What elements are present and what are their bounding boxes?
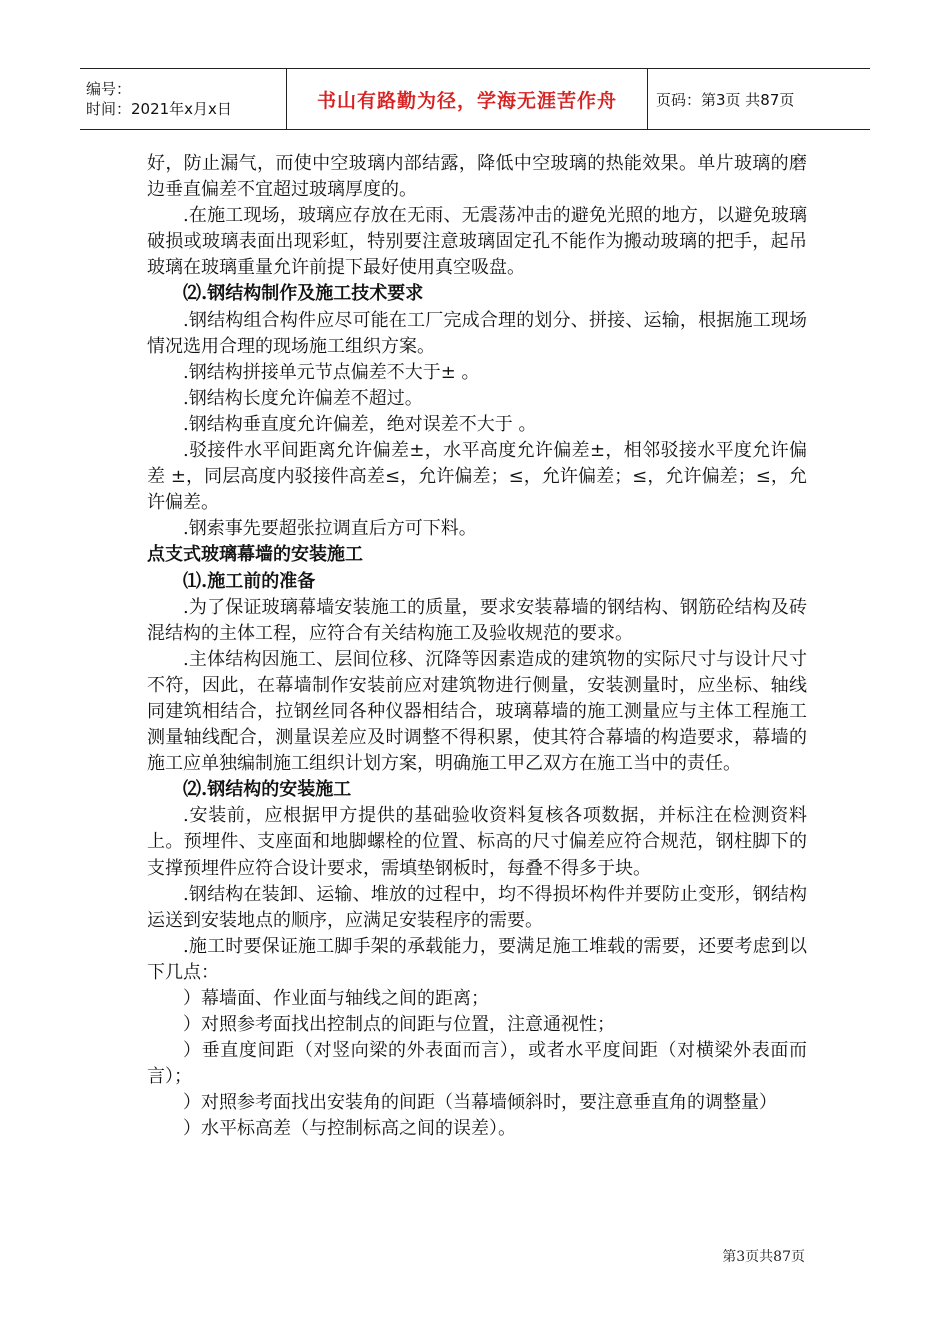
body-paragraph: .钢结构拼接单元节点偏差不大于± 。 [183,361,480,383]
body-paragraph: ）对照参考面找出控制点的间距与位置，注意通视性； [183,1014,615,1036]
body-paragraph: .主体结构因施工、层间位移、沉降等因素造成的建筑物的实际尺寸与设计尺寸不符，因此，在幕墙制作安装前应对建筑物进行侧量，安装测量时，应坐标、轴线同建筑相结合，拉钢丝同各种仪器相结合，玻璃幕墙的施工测量应与主体工程施工测量轴线配合，测量误差应及时调整不得积累，使其符合幕墙的构造要求，幕墙的施工应单独编制施工组织计划方案，明确施工甲乙双方在施工当中的责任。 [147,648,807,775]
section-heading: 点支式玻璃幕墙的安装施工 [147,544,363,566]
body-paragraph: .钢结构垂直度允许偏差，绝对误差不大于 。 [183,413,537,435]
subsection-heading: ⑵.钢结构的安装施工 [183,779,352,801]
body-paragraph: .为了保证玻璃幕墙安装施工的质量，要求安装幕墙的钢结构、钢筋砼结构及砖混结构的主体工程，应符合有关结构施工及验收规范的要求。 [147,596,807,644]
body-paragraph: 好，防止漏气，而使中空玻璃内部结露，降低中空玻璃的热能效果。单片玻璃的磨边垂直偏差不宜超过玻璃厚度的。 [147,153,807,201]
body-paragraph: .钢结构在装卸、运输、堆放的过程中，均不得损坏构件并要防止变形，钢结构运送到安装地点的顺序，应满足安装程序的需要。 [147,883,807,931]
page-header [80,68,870,130]
document-body [147,151,807,1143]
body-paragraph: .在施工现场，玻璃应存放在无雨、无震荡冲击的避免光照的地方，以避免玻璃破损或玻璃表面出现彩虹，特别要注意玻璃固定孔不能作为搬动玻璃的把手，起吊玻璃在玻璃重量允许前提下最好使用真空吸盘。 [147,205,807,279]
body-paragraph: .钢结构长度允许偏差不超过。 [183,387,423,409]
body-paragraph: .驳接件水平间距离允许偏差±，水平高度允许偏差±，相邻驳接水平度允许偏差 ±，同层高度内驳接件高差≤，允许偏差；≤，允许偏差；≤，允许偏差；≤，允许偏差。 [147,440,807,514]
header-motto: 书山有路勤为径，学海无涯苦作舟 [287,69,648,130]
body-paragraph: ）对照参考面找出安装角的间距（当幕墙倾斜时，要注意垂直角的调整量） [183,1092,777,1114]
header-page-number: 页码：第3页 共87页 [648,69,871,130]
header-info-cell [80,69,287,130]
page-footer-number: 第3页共87页 [722,1249,805,1265]
body-paragraph: .钢索事先要超张拉调直后方可下料。 [183,518,477,540]
body-paragraph: .安装前，应根据甲方提供的基础验收资料复核各项数据，并标注在检测资料上。预埋件、支座面和地脚螺栓的位置、标高的尺寸偏差应符合规范，钢柱脚下的支撑预埋件应符合设计要求，需填垫钢板时，每叠不得多于块。 [147,805,807,879]
document-date-label: 时间：2021年x月x日 [86,100,232,118]
document-number-label: 编号： [86,80,132,98]
subsection-heading: ⑵.钢结构制作及施工技术要求 [183,283,424,305]
body-paragraph: .钢结构组合构件应尽可能在工厂完成合理的划分、拼接、运输，根据施工现场情况选用合理的现场施工组织方案。 [147,309,807,357]
body-paragraph: ）垂直度间距（对竖向梁的外表面而言），或者水平度间距（对横梁外表面而言）； [147,1040,807,1088]
body-paragraph: ）水平标高差（与控制标高之间的误差）。 [183,1118,516,1140]
subsection-heading: ⑴.施工前的准备 [183,570,316,592]
body-paragraph: ）幕墙面、作业面与轴线之间的距离； [183,988,489,1009]
body-paragraph: .施工时要保证施工脚手架的承载能力，要满足施工堆载的需要，还要考虑到以下几点： [147,935,807,983]
